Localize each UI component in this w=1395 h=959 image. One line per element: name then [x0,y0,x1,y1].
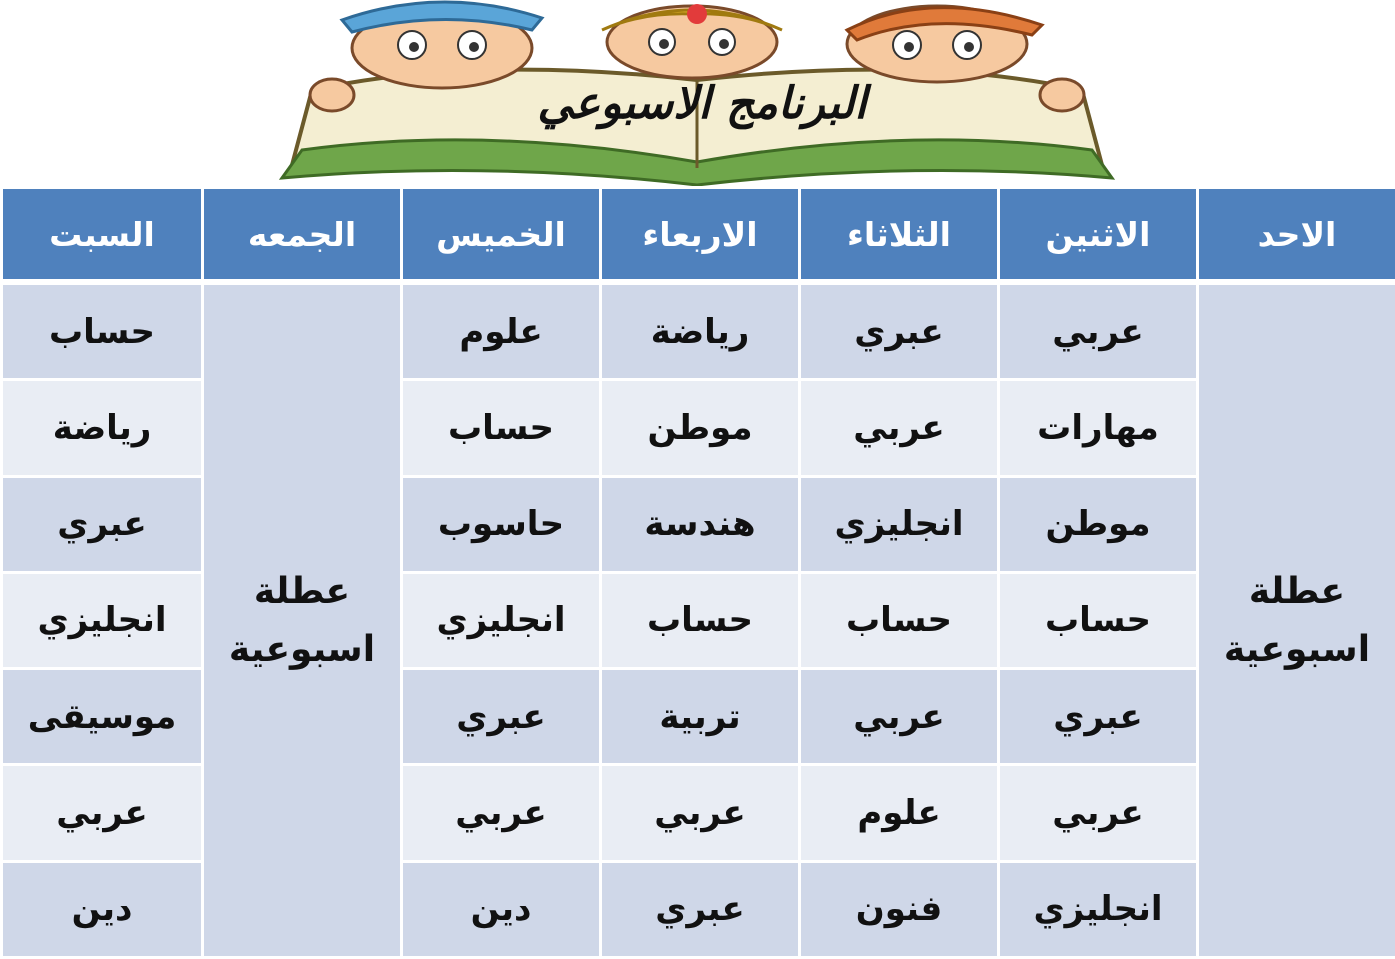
weekly-schedule-table [0,186,1395,959]
lesson-cell: عربي [800,380,999,476]
lesson-cell: حساب [800,572,999,668]
table-row [2,282,1395,380]
lesson-cell: عربي [2,765,203,861]
holiday-label: اسبوعية [228,628,376,670]
holiday-cell-sunday [1198,282,1395,958]
lesson-cell: موطن [999,476,1198,572]
page-title: البرنامج الاسبوعي [537,78,867,129]
holiday-cell-friday [203,282,402,958]
lesson-cell: حساب [601,572,800,668]
holiday-label: عطلة [253,570,351,612]
lesson-cell: حساب [2,282,203,380]
lesson-cell: عبري [800,282,999,380]
holiday-label: عطلة [1248,570,1346,612]
day-header-tuesday: الثلاثاء [800,188,999,283]
holiday-label: اسبوعية [1223,628,1371,670]
lesson-cell: حاسوب [402,476,601,572]
lesson-cell: عربي [601,765,800,861]
lesson-cell: رياضة [2,380,203,476]
day-header-sunday: الاحد [1198,188,1395,283]
lesson-cell: دين [402,861,601,957]
lesson-cell: دين [2,861,203,957]
lesson-cell: مهارات [999,380,1198,476]
lesson-cell: علوم [402,282,601,380]
day-header-monday: الاثنين [999,188,1198,283]
lesson-cell: حساب [999,572,1198,668]
lesson-cell: عبري [601,861,800,957]
day-header-friday: الجمعه [203,188,402,283]
lesson-cell: عبري [2,476,203,572]
lesson-cell: حساب [402,380,601,476]
lesson-cell: عربي [800,669,999,765]
lesson-cell: موسيقى [2,669,203,765]
lesson-cell: انجليزي [999,861,1198,957]
lesson-cell: موطن [601,380,800,476]
day-header-wednesday: الاربعاء [601,188,800,283]
lesson-cell: عربي [999,765,1198,861]
lesson-cell: عربي [999,282,1198,380]
lesson-cell: عربي [402,765,601,861]
banner [272,0,1122,188]
lesson-cell: رياضة [601,282,800,380]
lesson-cell: هندسة [601,476,800,572]
lesson-cell: عبري [402,669,601,765]
header-row [2,188,1395,283]
day-header-thursday: الخميس [402,188,601,283]
day-header-saturday: السبت [2,188,203,283]
lesson-cell: عبري [999,669,1198,765]
lesson-cell: علوم [800,765,999,861]
lesson-cell: انجليزي [402,572,601,668]
lesson-cell: انجليزي [2,572,203,668]
lesson-cell: تربية [601,669,800,765]
lesson-cell: فنون [800,861,999,957]
lesson-cell: انجليزي [800,476,999,572]
